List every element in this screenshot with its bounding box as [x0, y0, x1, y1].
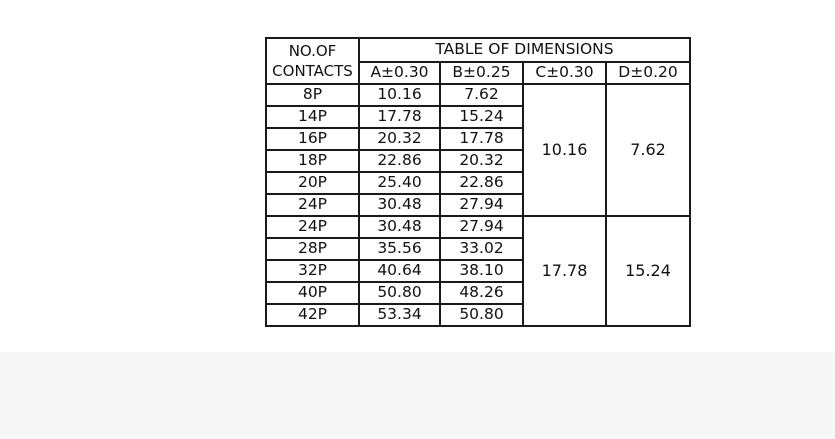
dimension-a-cell: 30.48: [359, 194, 440, 216]
contacts-cell: 32P: [266, 260, 359, 282]
dimension-b-cell: 7.62: [440, 84, 523, 106]
contacts-header-line2: CONTACTS: [272, 62, 353, 80]
contacts-header-line1: NO.OF: [288, 41, 337, 60]
dimension-b-cell: 15.24: [440, 106, 523, 128]
background-band: [0, 352, 835, 439]
dimension-b-cell: 20.32: [440, 150, 523, 172]
dimension-a-cell: 17.78: [359, 106, 440, 128]
table-row: [266, 216, 690, 238]
dimension-b-cell: 33.02: [440, 238, 523, 260]
column-header-a: A±0.30: [359, 62, 440, 84]
contacts-cell: 24P: [266, 194, 359, 216]
dimension-a-cell: 40.64: [359, 260, 440, 282]
dimension-a-cell: 35.56: [359, 238, 440, 260]
contacts-cell: 42P: [266, 304, 359, 326]
dimensions-table: [265, 37, 691, 327]
contacts-cell: 24P: [266, 216, 359, 238]
table-row: [266, 84, 690, 106]
header-row-title: [266, 38, 690, 62]
dimension-b-cell: 17.78: [440, 128, 523, 150]
dimension-c-group-1: 10.16: [523, 84, 606, 216]
contacts-cell: 8P: [266, 84, 359, 106]
column-header-b: B±0.25: [440, 62, 523, 84]
column-header-d: D±0.20: [606, 62, 690, 84]
dimension-a-cell: 53.34: [359, 304, 440, 326]
dimension-c-group-2: 17.78: [523, 216, 606, 326]
dimension-b-cell: 50.80: [440, 304, 523, 326]
dimension-b-cell: 27.94: [440, 194, 523, 216]
contacts-cell: 20P: [266, 172, 359, 194]
dimension-d-group-2: 15.24: [606, 216, 690, 326]
contacts-cell: 28P: [266, 238, 359, 260]
column-header-c: C±0.30: [523, 62, 606, 84]
contacts-cell: 16P: [266, 128, 359, 150]
contacts-cell: 14P: [266, 106, 359, 128]
dimension-a-cell: 50.80: [359, 282, 440, 304]
dimension-a-cell: 22.86: [359, 150, 440, 172]
dimension-d-group-1: 7.62: [606, 84, 690, 216]
dimension-a-cell: 30.48: [359, 216, 440, 238]
dimension-b-cell: 22.86: [440, 172, 523, 194]
dimension-b-cell: 27.94: [440, 216, 523, 238]
contacts-cell: 18P: [266, 150, 359, 172]
dimension-a-cell: 20.32: [359, 128, 440, 150]
dimension-b-cell: 48.26: [440, 282, 523, 304]
dimension-a-cell: 25.40: [359, 172, 440, 194]
table-title: TABLE OF DIMENSIONS: [359, 38, 690, 62]
dimension-a-cell: 10.16: [359, 84, 440, 106]
contacts-cell: 40P: [266, 282, 359, 304]
dimension-b-cell: 38.10: [440, 260, 523, 282]
contacts-column-header: [266, 38, 359, 84]
